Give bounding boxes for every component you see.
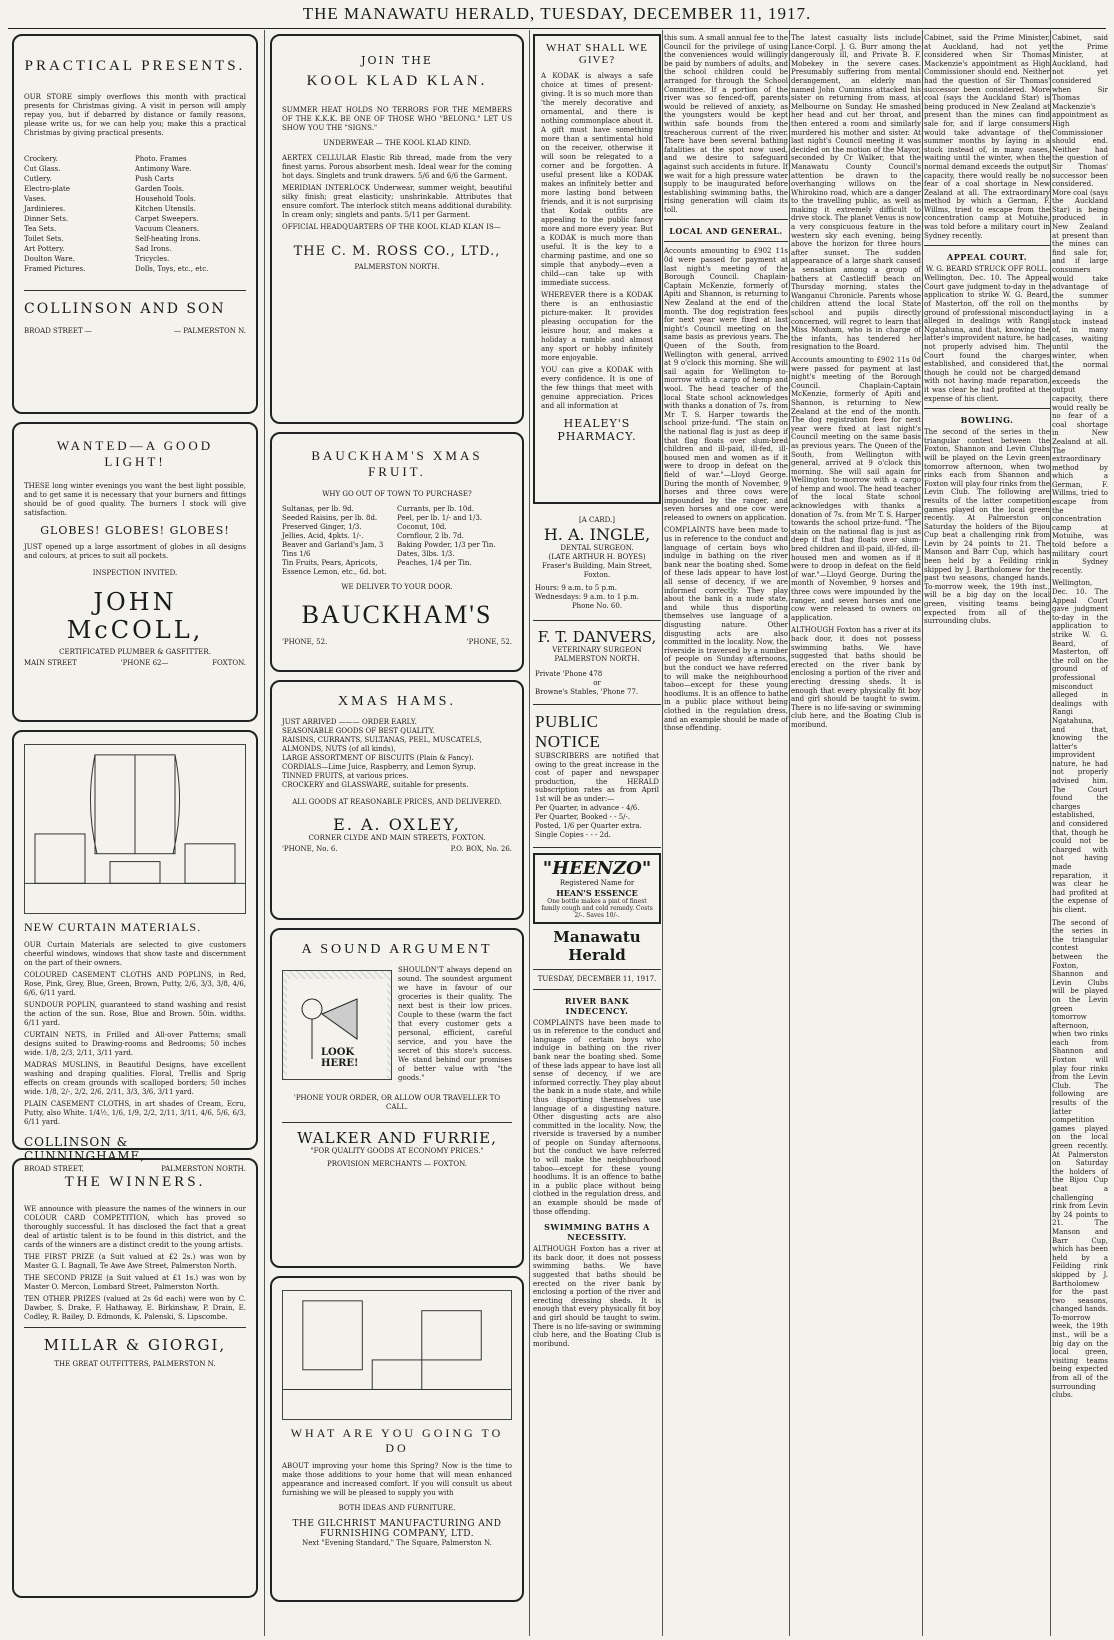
list-item: Tea Sets. — [24, 225, 57, 233]
column-6 — [924, 34, 1050, 1634]
dentist-trade: DENTAL SURGEON. — [560, 544, 634, 552]
vet-name: F. T. DANVERS, — [537, 628, 657, 646]
local-article-cont: COMPLAINTS have been made to us in reference to the conduct and language of certain boys who indulge in bathing on the river bank near the boating shed. Some of these lads appear to have lost all sense of decency, if we are informed correctly. They play about the bank in a nude state, and while thus disporting themselves use language of a disgusting nature. Other disgusting acts are also committed in the locality. Now, the riverside is traversed by a number of people on Sunday afternoons, but the conduct we have referred to will make the neighbourhood taboo—except for these young hoodlums. It is an offence to bathe in a public place without being clothed in the regulation dress, and an example should be made of those offending. — [664, 526, 788, 733]
news-column-6: Cabinet, said the Prime Minister, at Auckland, had not yet considered when Sir Thomas Mackenzie's appointment as High Commissioner should end. Neither had the question of Sir Thomas' successor been considered. More coal (says the Auckland Star) is being produced in New Zealand at present than the mines can find sale for, and if large consumers would take advantage of the summer months by laying in a stock instead of, in many cases, waiting until the winter, when the normal demand exceeds the output capacity, there would really be no fear of a coal shortage in New Zealand at all. The extraordinary method by which a German, F. Willms, tried to escape from the concentration camp at Motuihe, was told before a military court in Sydney recently. — [924, 34, 1050, 240]
sound-argument-ad — [270, 928, 524, 1268]
address-mid: 'PHONE 62— — [120, 659, 169, 667]
po-box: P.O. BOX, No. 26. — [450, 845, 512, 853]
column-rule — [662, 30, 663, 1636]
globes-heading: GLOBES! GLOBES! GLOBES! — [40, 524, 230, 537]
dentist-hours: Hours: 9 a.m. to 5 p.m. Wednesdays: 9 a.m. to 1 p.m. — [535, 584, 639, 601]
kool-klad-ad — [270, 34, 524, 424]
heenzo-name: HEAN'S ESSENCE — [556, 887, 638, 898]
paper-date: TUESDAY, DECEMBER 11, 1917. — [537, 974, 657, 983]
list-item: Beaver and Garland's Jam, 3 Tins 1/6 — [282, 541, 384, 558]
vet-stables: Browne's Stables, 'Phone 77. — [535, 688, 639, 696]
list-item: JUST ARRIVED ——— ORDER EARLY. — [282, 718, 417, 726]
interior-illustration — [282, 1290, 512, 1420]
address-left: MAIN STREET — [24, 659, 77, 667]
kodak-ad — [533, 34, 661, 504]
swim-heading: SWIMMING BATHS A NECESSITY. — [544, 1222, 650, 1243]
column-rule — [529, 30, 530, 1636]
list-item: Cutlery. — [24, 175, 52, 183]
list-item: CROCKERY and GLASSWARE, suitable for presents. — [282, 781, 469, 789]
notice-title: PUBLIC NOTICE — [535, 712, 601, 751]
list-item: Seeded Raisins, per lb. 8d. — [282, 514, 378, 522]
column-rule — [1050, 30, 1051, 1636]
list-item: RAISINS, CURRANTS, SULTANAS, PEEL, MUSCATELS, ALMONDS, NUTS (of all kinds), — [282, 736, 482, 753]
curtain-item-list — [24, 971, 246, 1127]
swim-continued: this sum. A small annual fee to the Council for the privilege of using the conveniences would willingly be paid by numbers of adults, and the school children could be arranged for through the School Committee. If a portion of the river was so fenced-off, parents would be relieved of anxiety, as the youngsters would be kept within safe bounds from the treacherous current of the river. There have been several bathing fatalities at the spot now used, and we desire to safeguard against such accidents in future. If we wait for a high pressure water supply to be inaugurated before establishing swimming baths, the rising generation will claim its toll. — [664, 34, 788, 214]
list-item: Self-heating Irons. — [135, 235, 201, 243]
appeal-subheading: W. G. BEARD STRUCK OFF ROLL. — [925, 265, 1049, 274]
list-item: Peaches, 1/4 per Tin. — [397, 559, 472, 567]
notice-body: SUBSCRIBERS are notified that owing to the great increase in the cost of paper and newspaper production, the HERALD subscription rates as from April 1st will be as under:— — [535, 752, 659, 803]
column-5 — [791, 34, 921, 1634]
firm-address: CORNER CLYDE AND MAIN STREETS, FOXTON. — [308, 834, 486, 842]
firm-trade: CERTIFICATED PLUMBER & GASFITTER. — [59, 648, 211, 656]
column-4 — [664, 34, 788, 1634]
masthead: THE MANAWATU HERALD, TUESDAY, DECEMBER 11, 1917. — [302, 4, 812, 23]
river-heading: RIVER BANK INDECENCY. — [564, 995, 630, 1016]
list-item: Peel, per lb. 1/- and 1/3. — [397, 514, 483, 522]
phone-right: 'PHONE, 52. — [466, 638, 512, 646]
ad-subheading: UNDERWEAR — THE KOOL KLAD KIND. — [323, 139, 471, 147]
appeal-heading: APPEAL COURT. — [947, 252, 1027, 263]
list-item: Toilet Sets. — [24, 235, 64, 243]
list-item: Jellies, Acid, 4pkts. 1/-. — [282, 532, 364, 540]
local-article: Accounts amounting to £902 11s 0d were passed for payment at last night's meeting of the Borough Council. Chaplain-Captain McKenzie, formerly of Apiti and Shannon, is returning to New Zealand at the end of the month. The dog registration fees for next year were fixed at last night's Council meeting on the same basis as previous years. The Queen of the South, from Wellington with general, arrived at 9 o'clock this morning. She will sail again for Wellington to-morrow with a cargo of hemp and wool. The head teacher of the local State school acknowledges with thanks a donation of 7s. from Mr T. S. Harper towards the school prize-fund. "The stain on the national flag is just as deep if that flag floats over slum-bred children and ill-paid, ill-fed, ill-housed men and women as if it were to droop in defeat on the field of war."—Lloyd George. During the month of November, 9 horses and three cows were impounded by the ranger, and seven horses and one cow were released to owners on application. — [664, 247, 788, 522]
card-label: [A CARD.] — [578, 516, 615, 524]
firm-name: THE GILCHRIST MANUFACTURING AND FURNISHING COMPANY, LTD. — [292, 1519, 502, 1539]
ad-body: SHOULDN'T always depend on sound. The soundest argument we have in favour of our groceries is their quality. The next best is their low prices. Couple to these (warm the fact that every customer gets a personal, efficient, careful service, and you have the secret of this store's success. We stand behind our promises of better value with "the goods." — [398, 966, 512, 1082]
news-column-7-cont: Wellington, Dec. 10. The Appeal Court gave judgment to-day in the application to strike W. G. Beard, of Masterton, off the roll on the ground of professional misconduct alleged in dealings with Rangi Ngatahuna, and that, knowing the latter's improvident nature, he had not properly advised him. The Court found the charges established, and considered that, though he could not be charged with not having made reparation, it was clear he had profited at the expense of his client. — [1052, 579, 1108, 914]
list-item: CORDIALS—Lime Juice, Raspberry, and Lemon Syrup. — [282, 763, 476, 771]
list-item: MADRAS MUSLINS, in Beautiful Designs, have excellent washing and draping qualities. Floral, Trellis and Sprig effects on cream grounds with scalloped borders; 50 inches wide. 1/8, 2/-, 2/2, 2/6, 2/11, 3/3, 3/6, 3/11 yard. — [24, 1061, 246, 1096]
dentist-late: (LATE ARTHUR H. BOYES) — [548, 553, 646, 561]
list-item: Photo. Frames — [135, 155, 187, 163]
list-item: Doulton Ware. — [24, 255, 75, 263]
address-right: PALMERSTON NORTH. — [161, 1165, 246, 1173]
aertex-text: AERTEX CELLULAR Elastic Rib thread, made from the very finest yarns. Porous absorbent mesh. Ideal wear for the coming hot days. Singlets and trunk drawers. 5/6 and 6/6 the Garment. — [282, 154, 512, 180]
list-item: Antimony Ware. — [135, 165, 192, 173]
river-article: COMPLAINTS have been made to us in reference to the conduct and language of certain boys who indulge in bathing on the river bank near the boating shed. Some of these lads appear to have lost all sense of decency, if we are informed correctly. They play about the bank in a nude state, and while thus disporting themselves use language of a disgusting nature. Other disgusting acts are also committed in the locality. Now, the riverside is traversed by a number of people on Sunday afternoons, but the conduct we have referred to will make the neighbourhood taboo—except for these young hoodlums. It is an offence to bathe in a public place without being clothed in the regulation dress, and an example should be made of those offending. — [533, 1018, 661, 1216]
ad-body: THESE long winter evenings you want the best light possible, and to get same it is necessary that your burners and fittings should be of good quality. The burners I stock will give satisfaction. — [24, 482, 246, 517]
list-item: Sultanas, per lb. 9d. — [282, 505, 354, 513]
ad-body: ABOUT improving your home this Spring? Now is the time to make those additions to your home that will mean enhanced appearance and increased comfort. If you will consult us about furnishing we will be pleased to supply you with — [282, 1462, 512, 1497]
bauckham-ad — [270, 432, 524, 672]
heenzo-title: "HEENZO" — [542, 857, 652, 879]
list-item: CURTAIN NETS, in Frilled and All-over Patterns; small designs suited to Drawing-rooms and Bedrooms; 50 inches wide. 1/8, 2/3, 2/11, 3/11 yard. — [24, 1031, 246, 1057]
other-prizes: TEN OTHER PRIZES (valued at 2s 6d each) were won by C. Dawber, S. Drake, F. Hathaway, E. Birkinshaw, P. Drain, E. Codley, R. Bailey, D. Edmonds, K. Palenski, S. Lipscombe. — [24, 1295, 246, 1321]
rate-4: Single Copies - - - 2d. — [535, 830, 611, 839]
column-2 — [270, 34, 524, 1634]
rate-1: Per Quarter, in advance - 4/6. — [535, 803, 640, 812]
firm-name: E. A. OXLEY, — [333, 815, 461, 834]
ad-title: KOOL KLAD KLAN. — [306, 73, 488, 89]
meridian-text: MERIDIAN INTERLOCK Underwear, summer weight, beautiful silky finish; great elasticity; unshrinkable. Attributes that ensure comfort. The interlock stitch means additional durability. In cream only; singlets and pants. 5/11 per Garment. — [282, 184, 512, 219]
list-item: Sad Irons. — [135, 245, 172, 253]
delivery-note: WE DELIVER TO YOUR DOOR. — [341, 583, 453, 591]
ad-body: OUR STORE simply overflows this month with practical presents for Christmas giving. A visit in person will amply repay you, but if debarred by distance or family reasons, please write us, for we can help you; make this a practical Christmas by giving practical presents. — [24, 93, 246, 137]
list-item: Preserved Ginger, 1/3. — [282, 523, 362, 531]
appeal-article: Wellington, Dec. 10. The Appeal Court gave judgment to-day in the application to strike W. G. Beard, of Masterton, off the roll on the ground of professional misconduct alleged in dealings with Rangi Ngatahuna, and that, knowing the latter's improvident nature, he had not properly advised him. The Court found the charges established, and considered that, though he could not be charged with not having made reparation, it was clear he had profited at the expense of his client. — [924, 274, 1050, 403]
item-list — [24, 154, 246, 274]
list-item: Kitchen Utensils. — [135, 205, 196, 213]
dentist-phone: Phone No. 60. — [571, 602, 623, 610]
firm-name: MILLAR & GIORGI, — [43, 1336, 227, 1354]
list-item: Cut Glass. — [24, 165, 61, 173]
xmas-hams-ad — [270, 680, 524, 920]
list-item: COLOURED CASEMENT CLOTHS AND POPLINS, in Red, Rose, Pink, Grey, Blue, Green, Brown, Putty, 2/6, 3/3, 3/8, 4/6, 6/6, 6/11 yard. — [24, 971, 246, 997]
ad-title: WHAT SHALL WE GIVE? — [545, 42, 648, 66]
rate-2: Per Quarter, Booked - - 5/-. — [535, 812, 631, 821]
ad-body: A KODAK is always a safe choice at times of present-giving. It is so much more than 'the merely decorative and ornamental, and there is nothing commonplace about it. A gift must have something more than a sentimental hold on the receiver, otherwise it will soon be relegated to a corner and be forgotten. A useful present like a KODAK makes an infinitely better and more lasting bond between friends, and it is not surprising that Kodak outfits are appealing to the public fancy more and more every year. But a KODAK is much more than useful. It is the key to a charming pastime, and one so simple that anybody—even a child—can take up with immediate success. — [541, 72, 653, 287]
list-item: Crockery. — [24, 155, 58, 163]
practical-presents-ad — [12, 34, 258, 414]
bowling-article: The second of the series in the triangular contest between the Foxton, Shannon and Levin Clubs will be played on the Levin green tomorrow afternoon, when two rinks each from Shannon and Foxton will play four rinks from the Levin Club. The following are results of the latter competition games played on the local green recently. At Palmerston on Saturday the holders of the Bijou Cup beat a challenging rink from Levin by 24 points to 21. The Manson and Barr Cup, which has been held by a Feilding rink skipped by J. Bartholomew for the past two seasons, changed hands. To-morrow week, the 19th inst., will be a big day on the local green, visiting teams being expected from all of the surrounding clubs. — [924, 428, 1050, 626]
ad-title: WANTED—A GOOD LIGHT! — [56, 438, 214, 469]
join-heading: JOIN THE — [361, 54, 433, 67]
vet-town: PALMERSTON NORTH. — [554, 655, 640, 663]
list-item: Vacuum Cleaners. — [135, 225, 200, 233]
list-item: Framed Pictures. — [24, 265, 86, 273]
paper-name: Manawatu Herald — [553, 927, 641, 964]
room-illustration — [24, 744, 246, 914]
firm-tagline: "FOR QUALITY GOODS AT ECONOMY PRICES." — [310, 1147, 484, 1155]
ad-subheading: WHY GO OUT OF TOWN TO PURCHASE? — [322, 490, 472, 498]
news-column-5-more: ALTHOUGH Foxton has a river at its back door, it does not possess swimming baths. We have suggested that baths should be erected on the river bank by enclosing a portion of the river and erecting dressing sheds. It is enough that every physically fit boy and girl should be taught to swim. There is no life-saving or swimming club here, and the Boating Club is moribund. — [791, 626, 921, 729]
gilchrist-ad — [270, 1276, 524, 1602]
address-left: BROAD STREET — — [24, 327, 92, 335]
list-item: Tin Fruits, Pears, Apricots, Essence Lemon, etc., 6d. bot. — [282, 559, 387, 576]
firm-name: BAUCKHAM'S — [301, 600, 493, 629]
list-item: Tricycles. — [135, 255, 170, 263]
public-notice — [533, 710, 661, 842]
news-column-5: The latest casualty lists include Lance-Corpl. J. G. Burr among the dangerously ill, and Private B. F. Mobekey in the severe cases. Presumably suffering from mental derangement, an elderly man named John Cummins attacked his sister on returning from mass, at Melbourne on Sunday. He smashed her head and cut her throat, and then entered a room and similarly murdered his mother and sister. At last night's Council meeting it was decided on the motion of the Mayor, seconded by Cr Walker, that the Manawatu County Council's attention be drawn to the overhanging willows on the Whirokino road, which are a danger to the travelling public, as well as making it extremely difficult to drive stock. The planet Venus is now a very conspicuous feature in the western sky each evening, being above the horizon for three hours after sunset. The sudden appearance of a large shark caused a sensation among a group of bathers at Castlecliff beach on Thursday morning, states the Wanganui Chronicle. Parents whose children attend the local State school and pupils directly concerned, will regret to learn that Miss Moxham, who is in charge of the infants, has tendered her resignation to the Board. — [791, 34, 921, 352]
vet-or: or — [593, 679, 601, 687]
firm-name: JOHN McCOLL, — [66, 588, 204, 644]
news-column-7-more: The second of the series in the triangular contest between the Foxton, Shannon and Levin Clubs will be played on the Levin green tomorrow afternoon, when two rinks each from Shannon and Foxton will play four rinks from the Levin Club. The following are results of the latter competition games played on the local green recently. At Palmerston on Saturday the holders of the Bijou Cup beat a challenging rink from Levin by 24 points to 21. The Manson and Barr Cup, which has been held by a Feilding rink skipped by J. Bartholomew for the past two seasons, changed hands. To-morrow week, the 19th inst., will be a big day on the local green, visiting teams being expected from all of the surrounding clubs. — [1052, 918, 1108, 1400]
rate-3: Posted, 1/6 per Quarter extra. — [535, 821, 642, 830]
look-here-label: LOOK HERE! — [321, 1047, 359, 1069]
list-item: Vases. — [24, 195, 47, 203]
ad-title: WHAT ARE YOU GOING TO DO — [290, 1426, 504, 1455]
list-item: Push Carts — [135, 175, 174, 183]
ingle-card — [533, 512, 661, 615]
call-note: 'PHONE YOUR ORDER, OR ALLOW OUR TRAVELLER TO CALL. — [293, 1094, 501, 1111]
heenzo-reg: Registered Name for — [559, 878, 635, 887]
list-item: LARGE ASSORTMENT OF BISCUITS (Plain & Fancy). — [282, 754, 474, 762]
good-light-ad — [12, 422, 258, 722]
interior-icon — [283, 1291, 511, 1419]
list-item: Household Tools. — [135, 195, 196, 203]
firm-name: WALKER AND FURRIE, — [297, 1129, 497, 1147]
address-right: FOXTON. — [212, 659, 246, 667]
column-rule — [789, 30, 790, 1636]
column-7 — [1052, 34, 1108, 1634]
ad-title: PRACTICAL PRESENTS. — [24, 58, 246, 74]
first-prize: THE FIRST PRIZE (a Suit valued at £2 2s.) was won by Master G. I. Bagnall, Te Awe Awe Street, Palmerston North. — [24, 1253, 246, 1270]
list-item: SUNDOUR POPLIN, guaranteed to stand washing and resist the action of the sun. Rose, Blue and Brown. 50in. widths. 6/11 yard. — [24, 1001, 246, 1027]
swim-article: ALTHOUGH Foxton has a river at its back door, it does not possess swimming baths. We have suggested that baths should be erected on the river bank by enclosing a portion of the river and erecting dressing sheds. It is enough that every physically fit boy and girl should be taught to swim. There is no life-saving or swimming club here, and the Boating Club is moribund. — [533, 1245, 661, 1348]
list-item: Dates, 3lbs. 1/3. — [397, 550, 455, 558]
list-item: Coconut, 10d. — [397, 523, 447, 531]
firm-address: THE GREAT OUTFITTERS, PALMERSTON N. — [54, 1360, 216, 1368]
list-item: Cornflour, 2 lb. 7d. — [397, 532, 464, 540]
ad-body: OUR Curtain Materials are selected to give customers cheerful windows, windows that show taste and discernment on the part of their owners. — [24, 941, 246, 967]
column-3 — [533, 34, 661, 1634]
list-item: Baking Powder, 1/3 per Tin. — [397, 541, 496, 549]
room-illustration-icon — [25, 745, 245, 913]
news-column-5-cont: Accounts amounting to £902 11s 0d were passed for payment at last night's meeting of the Borough Council. Chaplain-Captain McKenzie, formerly of Apiti and Shannon, is returning to New Zealand at the end of the month. The dog registration fees for next year were fixed at last night's Council meeting on the same basis as previous years. The Queen of the South, from Wellington with general, arrived at 9 o'clock this morning. She will sail again for Wellington to-morrow with a cargo of hemp and wool. The head teacher of the local State school acknowledges with thanks a donation of 7s. from Mr T. S. Harper towards the school prize-fund. "The stain on the national flag is just as deep if that flag floats over slum-bred children and ill-paid, ill-fed, ill-housed men and women as if it were to droop in defeat on the field of war."—Lloyd George. During the month of November, 9 horses and three cows were impounded by the ranger, and seven horses and one cow were released to owners on application. — [791, 355, 921, 622]
vet-trade: VETERINARY SURGEON — [552, 646, 642, 654]
list-item: Currants, per lb. 10d. — [397, 505, 475, 513]
list-item: SEASONABLE GOODS OF BEST QUALITY. — [282, 727, 435, 735]
list-item: PLAIN CASEMENT CLOTHS, in art shades of Cream, Ecru, Putty, also White. 1/4½, 1/6, 1/9, 2/2, 2/11, 3/11, 4/6, 5/6, 6/3, 6/11 yard. — [24, 1100, 246, 1126]
ideas-note: BOTH IDEAS AND FURNITURE. — [338, 1504, 456, 1512]
curtain-materials-ad — [12, 730, 258, 1173]
list-item: Garden Tools. — [135, 185, 185, 193]
firm-address: Next "Evening Standard," The Square, Palmerston N. — [302, 1539, 492, 1547]
phone-left: 'PHONE, 52. — [282, 638, 328, 646]
fruit-list-right — [397, 505, 512, 577]
list-item: Carpet Sweepers. — [135, 215, 199, 223]
ad-title: THE WINNERS. — [64, 1174, 206, 1190]
ad-body: WE announce with pleasure the names of the winners in our COLOUR CARD COMPETITION, which has proved so thoroughly successful. It has disclosed the fact that a great deal of artistic talent is to be found in this district, and the cards of the winners are a distinct credit to the young artists. — [24, 1205, 246, 1249]
column-rule — [922, 30, 923, 1636]
item-list-left — [24, 154, 135, 274]
list-item: Dolls, Toys, etc., etc. — [135, 265, 209, 273]
inspection-note: INSPECTION INVITED. — [92, 569, 178, 577]
list-item: Electro-plate — [24, 185, 70, 193]
news-column-7: Cabinet, said the Prime Minister, at Auckland, had not yet considered when Sir Thomas Mackenzie's appointment as High Commissioner should end. Neither had the question of Sir Thomas' successor been considered. More coal (says the Auckland Star) is being produced in New Zealand at present than the mines can find sale for, and if large consumers would take advantage of the summer months by laying in a stock instead of, in many cases, waiting until the winter, when the normal demand exceeds the output capacity, there would really be no fear of a coal shortage in New Zealand at all. The extraordinary method by which a German, F. Willms, tried to escape from the concentration camp at Motuihe, was told before a military court in Sydney recently. — [1052, 34, 1108, 575]
ad-title: A SOUND ARGUMENT — [301, 942, 493, 957]
dentist-name: H. A. INGLE, — [543, 525, 651, 544]
ad-body-3: YOU can give a KODAK with every confidence. It is one of the few things that meet with genuine appreciation. Prices and all information at — [541, 366, 653, 410]
list-item: Art Pottery. — [24, 245, 65, 253]
vet-phone: Private 'Phone 478 — [535, 670, 603, 678]
ad-body-2: WHEREVER there is a KODAK there is an enthusiastic picture-maker. It provides pleasing occupation for the leisure hour, and makes a holiday a ramble and almost any sport or hobby infinitely more enjoyable. — [541, 291, 653, 362]
heenzo-ad — [533, 853, 661, 924]
firm-name: HEALEY'S PHARMACY. — [557, 417, 637, 443]
list-item: Dinner Sets. — [24, 215, 69, 223]
dentist-building: Fraser's Building, Main Street, Foxton. — [541, 562, 653, 579]
hq-text: OFFICIAL HEADQUARTERS OF THE KOOL KLAD KLAN IS— — [282, 223, 501, 231]
address-left: BROAD STREET, — [24, 1165, 84, 1173]
ad-intro: SUMMER HEAT HOLDS NO TERRORS FOR THE MEMBERS OF THE K.K.K. BE ONE OF THOSE WHO "BELONG." LET US SHOW YOU THE "SIGNS." — [282, 106, 512, 132]
fruit-list-left — [282, 505, 397, 577]
firm-name: THE C. M. ROSS CO., LTD., — [293, 244, 501, 259]
danvers-card — [533, 626, 661, 699]
hams-list — [282, 718, 512, 790]
ad-title: NEW CURTAIN MATERIALS. — [24, 920, 202, 934]
phone: 'PHONE, No. 6. — [282, 845, 338, 853]
bowling-heading: BOWLING. — [960, 415, 1014, 426]
firm-name: COLLINSON AND SON — [24, 301, 226, 317]
list-item: TINNED FRUITS, at various prices. — [282, 772, 409, 780]
local-heading: LOCAL AND GENERAL. — [669, 226, 783, 237]
ad-title: BAUCKHAM'S XMAS FRUIT. — [311, 448, 483, 479]
firm-address: PALMERSTON NORTH. — [354, 263, 440, 271]
firm-name: COLLINSON & CUNNINGHAME, — [24, 1135, 146, 1163]
firm-trade: PROVISION MERCHANTS — FOXTON. — [327, 1160, 467, 1168]
ad-title: XMAS HAMS. — [338, 694, 456, 709]
address-right: — PALMERSTON N. — [174, 327, 246, 335]
ad-body-2: JUST opened up a large assortment of globes in all designs and colours, at prices to suit all pockets. — [24, 543, 246, 560]
item-list-right — [135, 154, 246, 274]
column-1 — [12, 34, 258, 1634]
second-prize: THE SECOND PRIZE (a Suit valued at £1 1s.) was won by Master O. Mercon, Lombard Street, Palmerston North. — [24, 1274, 246, 1291]
masthead-rule — [8, 28, 1106, 29]
megaphone-illustration — [282, 970, 392, 1080]
column-rule — [264, 30, 265, 1636]
list-item: Jardinieres. — [24, 205, 66, 213]
heenzo-tag: One bottle makes a pint of finest family cough and cold remedy. Costs 2/-. Saves 10/-. — [541, 897, 653, 919]
winners-ad — [12, 1158, 258, 1598]
prices-note: ALL GOODS AT REASONABLE PRICES, AND DELIVERED. — [292, 798, 502, 806]
